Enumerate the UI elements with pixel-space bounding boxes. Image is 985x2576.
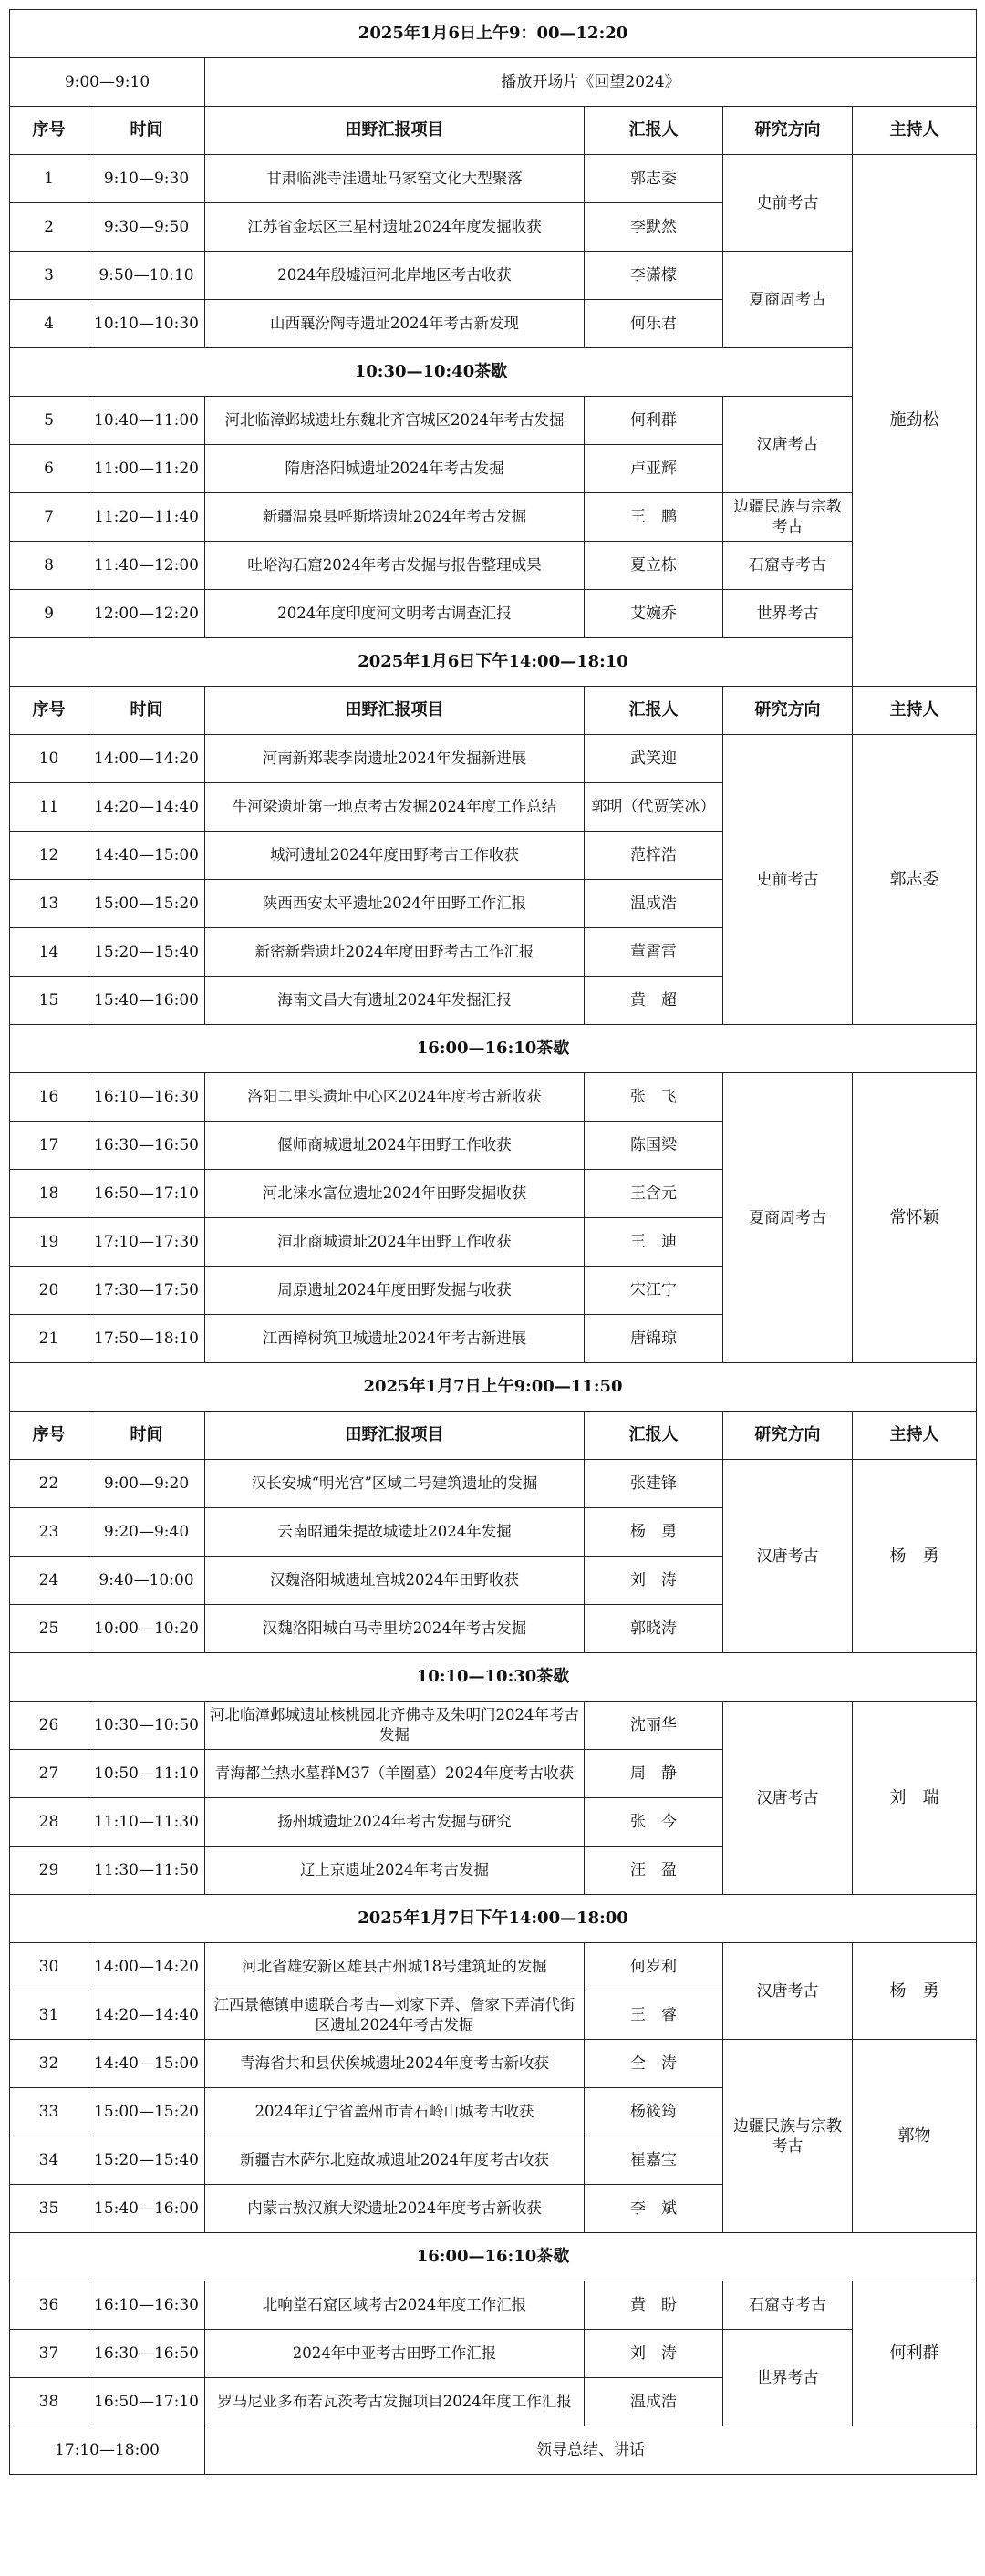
header-time: 时间 — [88, 687, 205, 735]
break-row — [10, 1025, 977, 1073]
row-no: 32 — [10, 2040, 88, 2088]
break-title: 16:00—16:10茶歇 — [10, 2233, 977, 2281]
row-project: 隋唐洛阳城遗址2024年考古发掘 — [205, 445, 585, 493]
row-project: 河南新郑裴李岗遗址2024年发掘新进展 — [205, 735, 585, 783]
header-no: 序号 — [10, 687, 88, 735]
row-reporter: 周 静 — [585, 1750, 723, 1798]
table-row — [10, 590, 977, 638]
row-time: 16:10—16:30 — [88, 2281, 205, 2330]
row-project: 河北临漳邺城遗址核桃园北齐佛寺及朱明门2024年考古发掘 — [205, 1702, 585, 1750]
header-direction: 研究方向 — [723, 687, 853, 735]
row-project: 牛河梁遗址第一地点考古发掘2024年度工作总结 — [205, 783, 585, 832]
table-row — [10, 2330, 977, 2378]
row-reporter: 杨筱筠 — [585, 2088, 723, 2136]
row-reporter: 李 斌 — [585, 2185, 723, 2233]
session-row — [10, 638, 977, 687]
header-reporter: 汇报人 — [585, 1412, 723, 1460]
row-project: 新疆吉木萨尔北庭故城遗址2024年度考古收获 — [205, 2136, 585, 2185]
row-time: 15:00—15:20 — [88, 2088, 205, 2136]
row-no: 11 — [10, 783, 88, 832]
row-direction: 汉唐考古 — [723, 397, 853, 493]
row-no: 16 — [10, 1073, 88, 1122]
row-reporter: 陈国梁 — [585, 1122, 723, 1170]
row-reporter: 汪 盈 — [585, 1847, 723, 1895]
row-no: 37 — [10, 2330, 88, 2378]
opening-text: 播放开场片《回望2024》 — [205, 58, 977, 107]
row-no: 18 — [10, 1170, 88, 1218]
row-reporter: 范梓浩 — [585, 832, 723, 880]
break-row — [10, 1653, 977, 1702]
break-row — [10, 348, 977, 397]
row-time: 10:50—11:10 — [88, 1750, 205, 1798]
row-host: 杨 勇 — [853, 1460, 977, 1653]
row-direction: 史前考古 — [723, 735, 853, 1025]
header-project: 田野汇报项目 — [205, 687, 585, 735]
closing-text: 领导总结、讲话 — [205, 2426, 977, 2475]
row-project: 内蒙古敖汉旗大梁遗址2024年度考古新收获 — [205, 2185, 585, 2233]
table-row — [10, 252, 977, 300]
table-row — [10, 735, 977, 783]
header-direction: 研究方向 — [723, 1412, 853, 1460]
row-time: 9:10—9:30 — [88, 155, 205, 203]
row-project: 河北涞水富位遗址2024年田野发掘收获 — [205, 1170, 585, 1218]
row-project: 罗马尼亚多布若瓦茨考古发掘项目2024年度工作汇报 — [205, 2378, 585, 2426]
row-no: 25 — [10, 1605, 88, 1653]
session-row — [10, 10, 977, 58]
row-direction: 汉唐考古 — [723, 1702, 853, 1895]
row-direction: 夏商周考古 — [723, 1073, 853, 1363]
row-time: 12:00—12:20 — [88, 590, 205, 638]
row-project: 扬州城遗址2024年考古发掘与研究 — [205, 1798, 585, 1847]
row-direction: 史前考古 — [723, 155, 853, 252]
row-host: 施劲松 — [853, 155, 977, 687]
header-project: 田野汇报项目 — [205, 1412, 585, 1460]
row-reporter: 沈丽华 — [585, 1702, 723, 1750]
row-time: 16:10—16:30 — [88, 1073, 205, 1122]
row-project: 山西襄汾陶寺遗址2024年考古新发现 — [205, 300, 585, 348]
row-reporter: 何利群 — [585, 397, 723, 445]
row-time: 16:50—17:10 — [88, 1170, 205, 1218]
row-time: 9:20—9:40 — [88, 1508, 205, 1557]
row-no: 7 — [10, 493, 88, 542]
row-reporter: 张 今 — [585, 1798, 723, 1847]
row-project: 河北临漳邺城遗址东魏北齐宫城区2024年考古发掘 — [205, 397, 585, 445]
row-time: 11:20—11:40 — [88, 493, 205, 542]
row-time: 11:30—11:50 — [88, 1847, 205, 1895]
row-no: 6 — [10, 445, 88, 493]
table-row — [10, 397, 977, 445]
opening-row — [10, 58, 977, 107]
header-project: 田野汇报项目 — [205, 107, 585, 155]
row-project: 2024年中亚考古田野工作汇报 — [205, 2330, 585, 2378]
row-time: 14:00—14:20 — [88, 735, 205, 783]
row-reporter: 黄 超 — [585, 977, 723, 1025]
row-time: 17:50—18:10 — [88, 1315, 205, 1363]
header-host: 主持人 — [853, 687, 977, 735]
break-title: 10:10—10:30茶歇 — [10, 1653, 977, 1702]
row-time: 11:00—11:20 — [88, 445, 205, 493]
row-host: 何利群 — [853, 2281, 977, 2426]
row-direction: 石窟寺考古 — [723, 542, 853, 590]
row-direction: 世界考古 — [723, 590, 853, 638]
row-reporter: 王 鹏 — [585, 493, 723, 542]
row-host: 郭志委 — [853, 735, 977, 1025]
row-no: 30 — [10, 1943, 88, 1991]
row-time: 14:40—15:00 — [88, 2040, 205, 2088]
schedule-table — [9, 9, 977, 2475]
row-time: 14:20—14:40 — [88, 783, 205, 832]
break-row — [10, 2233, 977, 2281]
row-project: 甘肃临洮寺洼遗址马家窑文化大型聚落 — [205, 155, 585, 203]
row-reporter: 郭晓涛 — [585, 1605, 723, 1653]
row-reporter: 王含元 — [585, 1170, 723, 1218]
row-time: 16:30—16:50 — [88, 1122, 205, 1170]
row-no: 3 — [10, 252, 88, 300]
row-no: 15 — [10, 977, 88, 1025]
row-time: 10:40—11:00 — [88, 397, 205, 445]
row-time: 10:10—10:30 — [88, 300, 205, 348]
row-time: 15:20—15:40 — [88, 928, 205, 977]
header-no: 序号 — [10, 1412, 88, 1460]
row-reporter: 张 飞 — [585, 1073, 723, 1122]
row-no: 17 — [10, 1122, 88, 1170]
row-project: 吐峪沟石窟2024年考古发掘与报告整理成果 — [205, 542, 585, 590]
row-reporter: 黄 盼 — [585, 2281, 723, 2330]
row-no: 38 — [10, 2378, 88, 2426]
table-row — [10, 1073, 977, 1122]
table-row — [10, 1702, 977, 1750]
row-project: 云南昭通朱提故城遗址2024年发掘 — [205, 1508, 585, 1557]
row-reporter: 王 迪 — [585, 1218, 723, 1267]
row-project: 城河遗址2024年度田野考古工作收获 — [205, 832, 585, 880]
row-direction: 世界考古 — [723, 2330, 853, 2426]
header-row — [10, 1412, 977, 1460]
row-reporter: 郭志委 — [585, 155, 723, 203]
row-host: 杨 勇 — [853, 1943, 977, 2040]
header-time: 时间 — [88, 1412, 205, 1460]
schedule-page — [9, 9, 976, 2475]
row-reporter: 李默然 — [585, 203, 723, 252]
row-no: 23 — [10, 1508, 88, 1557]
header-row — [10, 687, 977, 735]
table-row — [10, 542, 977, 590]
row-no: 31 — [10, 1991, 88, 2040]
row-time: 15:40—16:00 — [88, 2185, 205, 2233]
row-time: 10:00—10:20 — [88, 1605, 205, 1653]
row-project: 青海都兰热水墓群M37（羊圈墓）2024年度考古收获 — [205, 1750, 585, 1798]
row-no: 22 — [10, 1460, 88, 1508]
row-no: 20 — [10, 1267, 88, 1315]
row-time: 9:00—9:20 — [88, 1460, 205, 1508]
row-project: 2024年辽宁省盖州市青石岭山城考古收获 — [205, 2088, 585, 2136]
row-time: 15:20—15:40 — [88, 2136, 205, 2185]
row-no: 14 — [10, 928, 88, 977]
row-project: 海南文昌大有遗址2024年发掘汇报 — [205, 977, 585, 1025]
header-row — [10, 107, 977, 155]
header-host: 主持人 — [853, 107, 977, 155]
row-reporter: 温成浩 — [585, 2378, 723, 2426]
header-time: 时间 — [88, 107, 205, 155]
row-time: 17:30—17:50 — [88, 1267, 205, 1315]
header-reporter: 汇报人 — [585, 687, 723, 735]
row-reporter: 何岁利 — [585, 1943, 723, 1991]
row-reporter: 李潇檬 — [585, 252, 723, 300]
row-no: 5 — [10, 397, 88, 445]
header-direction: 研究方向 — [723, 107, 853, 155]
row-time: 9:40—10:00 — [88, 1557, 205, 1605]
row-no: 2 — [10, 203, 88, 252]
session-title: 2025年1月7日上午9:00—11:50 — [10, 1363, 977, 1412]
session-row — [10, 1363, 977, 1412]
row-no: 27 — [10, 1750, 88, 1798]
row-reporter: 唐锦琼 — [585, 1315, 723, 1363]
row-host: 郭物 — [853, 2040, 977, 2233]
row-time: 16:50—17:10 — [88, 2378, 205, 2426]
header-reporter: 汇报人 — [585, 107, 723, 155]
row-reporter: 董霄雷 — [585, 928, 723, 977]
row-reporter: 刘 涛 — [585, 1557, 723, 1605]
row-host: 常怀颖 — [853, 1073, 977, 1363]
row-project: 辽上京遗址2024年考古发掘 — [205, 1847, 585, 1895]
row-project: 2024年殷墟洹河北岸地区考古收获 — [205, 252, 585, 300]
row-reporter: 杨 勇 — [585, 1508, 723, 1557]
row-time: 11:40—12:00 — [88, 542, 205, 590]
row-no: 24 — [10, 1557, 88, 1605]
row-reporter: 武笑迎 — [585, 735, 723, 783]
row-no: 8 — [10, 542, 88, 590]
row-no: 34 — [10, 2136, 88, 2185]
row-no: 4 — [10, 300, 88, 348]
row-direction: 汉唐考古 — [723, 1460, 853, 1653]
row-time: 14:20—14:40 — [88, 1991, 205, 2040]
row-project: 江苏省金坛区三星村遗址2024年度发掘收获 — [205, 203, 585, 252]
row-project: 汉魏洛阳城白马寺里坊2024年考古发掘 — [205, 1605, 585, 1653]
table-row — [10, 2040, 977, 2088]
row-project: 2024年度印度河文明考古调查汇报 — [205, 590, 585, 638]
row-reporter: 何乐君 — [585, 300, 723, 348]
row-time: 14:00—14:20 — [88, 1943, 205, 1991]
table-row — [10, 493, 977, 542]
row-direction: 石窟寺考古 — [723, 2281, 853, 2330]
row-reporter: 温成浩 — [585, 880, 723, 928]
row-reporter: 刘 涛 — [585, 2330, 723, 2378]
header-no: 序号 — [10, 107, 88, 155]
row-no: 26 — [10, 1702, 88, 1750]
opening-time: 9:00—9:10 — [10, 58, 205, 107]
row-direction: 夏商周考古 — [723, 252, 853, 348]
break-title: 16:00—16:10茶歇 — [10, 1025, 977, 1073]
row-no: 13 — [10, 880, 88, 928]
row-no: 29 — [10, 1847, 88, 1895]
table-row — [10, 155, 977, 203]
row-no: 1 — [10, 155, 88, 203]
row-no: 36 — [10, 2281, 88, 2330]
row-time: 9:30—9:50 — [88, 203, 205, 252]
row-project: 青海省共和县伏俟城遗址2024年度考古新收获 — [205, 2040, 585, 2088]
row-reporter: 张建锋 — [585, 1460, 723, 1508]
row-reporter: 艾婉乔 — [585, 590, 723, 638]
break-title: 10:30—10:40茶歇 — [10, 348, 853, 397]
row-project: 河北省雄安新区雄县古州城18号建筑址的发掘 — [205, 1943, 585, 1991]
row-no: 19 — [10, 1218, 88, 1267]
row-project: 汉长安城“明光宫”区域二号建筑遗址的发掘 — [205, 1460, 585, 1508]
row-reporter: 崔嘉宝 — [585, 2136, 723, 2185]
row-no: 12 — [10, 832, 88, 880]
row-project: 江西景德镇申遗联合考古—刘家下弄、詹家下弄清代街区遗址2024年考古发掘 — [205, 1991, 585, 2040]
table-row — [10, 1943, 977, 1991]
row-no: 9 — [10, 590, 88, 638]
row-project: 江西樟树筑卫城遗址2024年考古新进展 — [205, 1315, 585, 1363]
row-host: 刘 瑞 — [853, 1702, 977, 1895]
row-project: 北响堂石窟区域考古2024年度工作汇报 — [205, 2281, 585, 2330]
row-no: 35 — [10, 2185, 88, 2233]
row-project: 陕西西安太平遗址2024年田野工作汇报 — [205, 880, 585, 928]
row-time: 15:40—16:00 — [88, 977, 205, 1025]
table-row — [10, 1460, 977, 1508]
session-title: 2025年1月7日下午14:00—18:00 — [10, 1895, 977, 1943]
row-time: 9:50—10:10 — [88, 252, 205, 300]
row-direction: 汉唐考古 — [723, 1943, 853, 2040]
row-reporter: 夏立栋 — [585, 542, 723, 590]
table-row — [10, 2281, 977, 2330]
row-time: 10:30—10:50 — [88, 1702, 205, 1750]
session-row — [10, 1895, 977, 1943]
row-reporter: 宋江宁 — [585, 1267, 723, 1315]
session-title: 2025年1月6日上午9：00—12:20 — [10, 10, 977, 58]
row-reporter: 王 睿 — [585, 1991, 723, 2040]
row-direction: 边疆民族与宗教考古 — [723, 2040, 853, 2233]
row-project: 洛阳二里头遗址中心区2024年度考古新收获 — [205, 1073, 585, 1122]
row-no: 21 — [10, 1315, 88, 1363]
row-project: 汉魏洛阳城遗址宫城2024年田野收获 — [205, 1557, 585, 1605]
header-host: 主持人 — [853, 1412, 977, 1460]
row-no: 28 — [10, 1798, 88, 1847]
row-project: 新密新砦遗址2024年度田野考古工作汇报 — [205, 928, 585, 977]
closing-time: 17:10—18:00 — [10, 2426, 205, 2475]
session-title: 2025年1月6日下午14:00—18:10 — [10, 638, 977, 687]
row-direction: 边疆民族与宗教考古 — [723, 493, 853, 542]
row-project: 周原遗址2024年度田野发掘与收获 — [205, 1267, 585, 1315]
row-reporter: 卢亚辉 — [585, 445, 723, 493]
row-reporter: 仝 涛 — [585, 2040, 723, 2088]
row-time: 11:10—11:30 — [88, 1798, 205, 1847]
row-no: 10 — [10, 735, 88, 783]
closing-row — [10, 2426, 977, 2475]
row-no: 33 — [10, 2088, 88, 2136]
row-project: 偃师商城遗址2024年田野工作收获 — [205, 1122, 585, 1170]
row-time: 16:30—16:50 — [88, 2330, 205, 2378]
row-project: 新疆温泉县呼斯塔遗址2024年考古发掘 — [205, 493, 585, 542]
row-reporter: 郭明（代贾笑冰） — [585, 783, 723, 832]
row-time: 15:00—15:20 — [88, 880, 205, 928]
row-project: 洹北商城遗址2024年田野工作收获 — [205, 1218, 585, 1267]
row-time: 14:40—15:00 — [88, 832, 205, 880]
row-time: 17:10—17:30 — [88, 1218, 205, 1267]
